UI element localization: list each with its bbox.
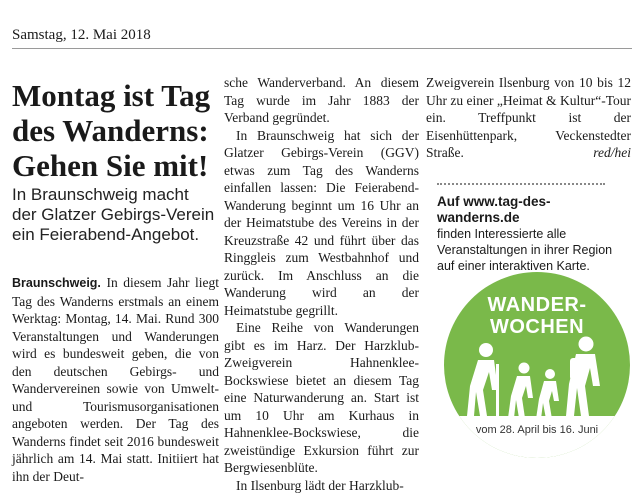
article-column-2 (224, 74, 419, 494)
wanderwochen-badge (444, 272, 630, 458)
author-initials: red/hei (593, 144, 631, 162)
paragraph: In Braunschweig hat sich der Glatzer Gebirgs-Verein (GGV) etwas zum Tag des Wanderns einfallen lassen: Die Feierabend-Wanderung beginnt um 16 Uhr an der Heimatstube des Vereins in der Kreuzstraße 42 und führt über das Ringgleis zum Westbahnhof und zurück. Im Anschluss an die Wanderung wird an der Heimatstube gegrillt. (224, 127, 419, 320)
column-1-text: In diesem Jahr liegt Tag des Wanderns erstmals an einem Werktag: Montag, 14. Mai. Rund 300 Veranstaltungen und Wanderungen wird es bundesweit geben, die von den deutschen Gebirgs- und Wandervereinen sowie von Umwelt- und Tourismusorganisationen angeboten werden. Der Tag des Wanderns findet seit 2016 bundesweit jährlich am 14. Mai statt. Initiiert hat ihn der Deut- (12, 275, 219, 484)
article-column-1 (12, 274, 219, 485)
subheadline: In Braunschweig macht der Glatzer Gebirgs-Verein ein Feierabend-Angebot. (12, 185, 217, 245)
badge-dates: vom 28. April bis 16. Juni (444, 424, 630, 436)
paragraph: Eine Reihe von Wanderungen gibt es im Harz. Der Harzklub-Zweigverein Hahnenklee-Bockswiese bietet an diesem Tag eine Naturwanderung an. Start ist um 10 Uhr am Kurhaus in Hahnenklee-Bockswiese, die zweistündige Exkursion führt zur Bergwiesenblüte. (224, 319, 419, 477)
header-rule (12, 48, 632, 49)
headline: Montag ist Tag des Wanderns: Gehen Sie mit! (12, 78, 217, 183)
badge-title-line-1: WANDER- (444, 294, 630, 316)
paragraph: In Ilsenburg lädt der Harzklub- (224, 477, 419, 494)
dateline-location: Braunschweig. (12, 276, 101, 290)
badge-title-line-2: WOCHEN (444, 316, 630, 338)
promo-box (437, 194, 632, 274)
promo-text: finden Interessierte alle Veranstaltungen in ihrer Region auf einer interaktiven Karte. (437, 226, 632, 274)
badge-ground (444, 416, 630, 458)
issue-date: Samstag, 12. Mai 2018 (12, 27, 151, 44)
promo-url[interactable]: Auf www.tag-des-wanderns.de (437, 194, 632, 226)
paragraph: sche Wanderverband. An diesem Tag wurde im Jahr 1883 der Verband gegründet. (224, 74, 419, 127)
column-3-text: Zweigverein Ilsenburg von 10 bis 12 Uhr zu einer „Heimat & Kultur“-Tour ein. Treffpunkt ist der Eisenhüttenpark, Veckenstedter Straße. (426, 75, 631, 160)
article-column-3 (426, 74, 631, 162)
dotted-separator (437, 183, 605, 185)
